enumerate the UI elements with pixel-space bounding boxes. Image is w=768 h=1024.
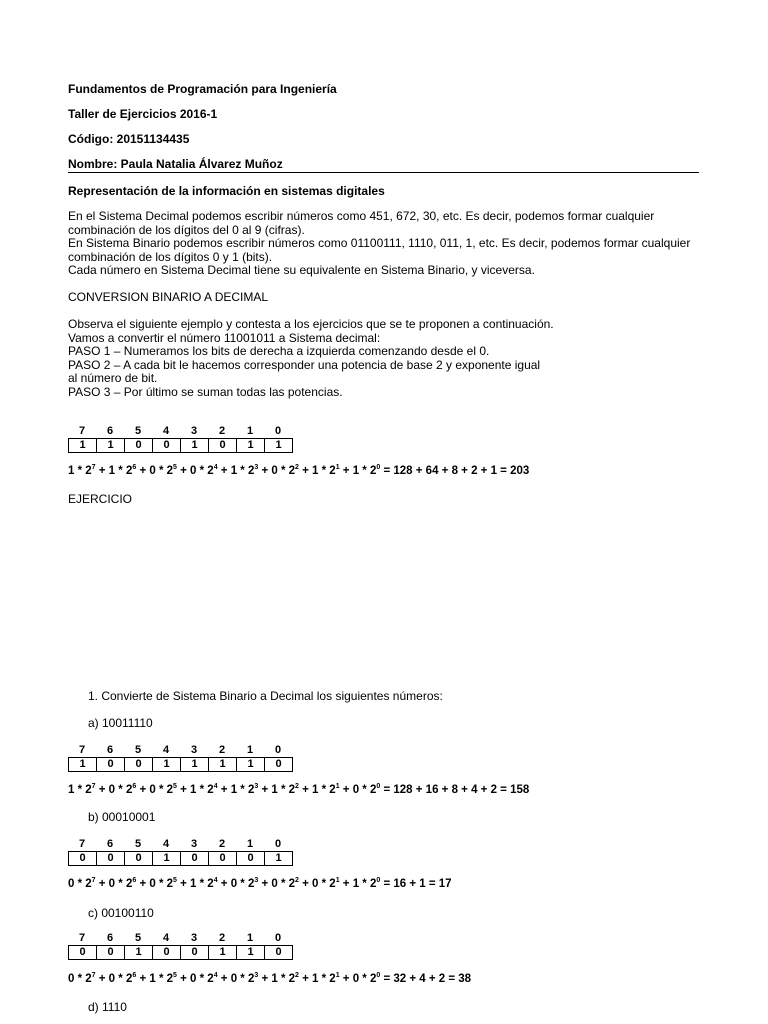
formula-term: 1 * 2 (68, 465, 92, 477)
bit-index: 1 (246, 838, 254, 850)
step-line: al número de bit. (68, 371, 158, 385)
formula-term: + 0 * 2 (217, 973, 255, 985)
formula-term: + 1 * 2 (176, 784, 214, 796)
bit-index-row (68, 744, 292, 756)
student-code: Código: 20151134435 (68, 132, 190, 146)
intro-line: combinación de los dígitos 0 y 1 (bits). (68, 249, 273, 264)
workshop-title: Taller de Ejercicios 2016-1 (68, 107, 218, 121)
bit-index: 7 (78, 744, 86, 756)
exponent: 2 (295, 464, 299, 472)
exponent: 3 (254, 464, 259, 472)
exponent: 5 (173, 972, 177, 980)
bit-index: 6 (106, 838, 114, 850)
formula-term: + 1 * 2 (136, 973, 174, 985)
formula-term: + 0 * 2 (95, 784, 133, 796)
exercise-d-label: d) 1110 (88, 1000, 127, 1014)
exponent: 1 (335, 464, 340, 472)
steps-paragraph (68, 318, 554, 399)
bit-cell: 1 (181, 439, 209, 452)
formula-term: + 1 * 2 (339, 465, 377, 477)
formula-term: + 1 * 2 (298, 784, 336, 796)
exponent: 6 (132, 972, 137, 980)
bit-index-row (68, 838, 292, 850)
exponent: 0 (376, 464, 381, 472)
formula-term: = 32 + 4 + 2 = 38 (380, 973, 472, 985)
exponent: 1 (335, 877, 340, 885)
exponent: 4 (213, 783, 218, 791)
bit-index: 5 (134, 744, 142, 756)
section-title: Representación de la información en sistemas digitales (68, 184, 385, 198)
formula-term: + 0 * 2 (136, 878, 174, 890)
formula-term: + 1 * 2 (258, 973, 296, 985)
course-title: Fundamentos de Programación para Ingeniería (68, 82, 337, 96)
bit-cell: 0 (97, 852, 125, 865)
bit-index: 4 (162, 425, 170, 437)
formula-term: + 1 * 2 (176, 878, 214, 890)
bit-cell: 0 (153, 946, 181, 959)
exercise-a-bit-table (68, 757, 293, 772)
exponent: 1 (335, 972, 340, 980)
question-1: 1. Convierte de Sistema Binario a Decimal los siguientes números: (88, 689, 443, 703)
bit-index: 5 (134, 932, 142, 944)
intro-line: En Sistema Binario podemos escribir números como 01100111, 1110, 011, 1, etc. Es decir, podemos formar cualquier (68, 236, 691, 250)
bit-cell: 1 (69, 439, 97, 452)
bit-cell: 0 (209, 852, 237, 865)
bit-cell: 0 (125, 852, 153, 865)
exponent: 5 (173, 877, 177, 885)
bit-index-row (68, 425, 292, 437)
bit-cell: 1 (237, 758, 265, 771)
step-line: PASO 1 – Numeramos los bits de derecha a izquierda comenzando desde el 0. (68, 344, 490, 358)
step-line: Vamos a convertir el número 11001011 a Sistema decimal: (68, 330, 381, 345)
formula-term: + 0 * 2 (136, 465, 174, 477)
bit-index: 4 (162, 932, 170, 944)
exponent: 4 (213, 464, 218, 472)
formula-term: + 1 * 2 (217, 784, 255, 796)
bit-cell: 0 (153, 439, 181, 452)
bit-index: 0 (274, 744, 282, 756)
exponent: 2 (295, 783, 299, 791)
exercise-label: EJERCICIO (68, 492, 133, 506)
bit-cell: 1 (209, 946, 237, 959)
exponent: 2 (295, 877, 299, 885)
bit-cell: 1 (275, 439, 282, 451)
header-divider (68, 172, 699, 173)
step-line: PASO 2 – A cada bit le hacemos corresponder una potencia de base 2 y exponente igual (68, 357, 541, 372)
conversion-title: CONVERSION BINARIO A DECIMAL (68, 290, 269, 304)
bit-index: 0 (274, 425, 282, 437)
bit-cell: 1 (69, 758, 97, 771)
bit-cell: 1 (237, 946, 265, 959)
example-formula (68, 465, 529, 477)
bit-index: 1 (246, 744, 254, 756)
formula-term: + 0 * 2 (298, 878, 336, 890)
bit-cell: 0 (97, 758, 125, 771)
exercise-a-label: a) 10011110 (88, 716, 153, 730)
bit-index: 5 (134, 425, 142, 437)
intro-line: combinación de los dígitos del 0 al 9 (cifras). (68, 222, 305, 237)
example-bit-table (68, 438, 293, 453)
intro-line: Cada número en Sistema Decimal tiene su equivalente en Sistema Binario, y viceversa. (68, 263, 535, 277)
bit-cell: 1 (275, 852, 282, 864)
exercise-a-formula (68, 784, 529, 796)
bit-index: 5 (134, 838, 142, 850)
formula-term: + 0 * 2 (176, 465, 214, 477)
step-line: Observa el siguiente ejemplo y contesta a los ejercicios que se te proponen a continuación. (68, 317, 554, 331)
bit-index-row (68, 932, 292, 944)
bit-cell: 0 (125, 758, 153, 771)
exercise-c-label: c) 00100110 (88, 906, 154, 920)
intro-line: En el Sistema Decimal podemos escribir números como 451, 672, 30, etc. Es decir, podemos formar cualquier (68, 209, 655, 223)
exponent: 6 (132, 783, 137, 791)
formula-term: + 1 * 2 (95, 465, 133, 477)
bit-cell: 0 (275, 946, 282, 958)
bit-index: 6 (106, 932, 114, 944)
formula-term: + 0 * 2 (258, 465, 296, 477)
exponent: 0 (376, 783, 381, 791)
formula-term: = 128 + 16 + 8 + 4 + 2 = 158 (380, 784, 530, 796)
bit-index: 2 (218, 932, 226, 944)
formula-term: + 0 * 2 (95, 878, 133, 890)
exponent: 5 (173, 464, 177, 472)
exponent: 7 (91, 877, 96, 885)
bit-cell: 0 (125, 439, 153, 452)
bit-index: 1 (246, 932, 254, 944)
bit-index: 6 (106, 425, 114, 437)
bit-cell: 0 (97, 946, 125, 959)
bit-index: 4 (162, 744, 170, 756)
bit-cell: 0 (69, 946, 97, 959)
bit-cell: 1 (181, 758, 209, 771)
exponent: 7 (91, 972, 96, 980)
exercise-c-bit-table (68, 945, 293, 960)
formula-term: + 0 * 2 (258, 878, 296, 890)
exponent: 2 (295, 972, 299, 980)
formula-term: + 1 * 2 (339, 878, 377, 890)
formula-term: + 1 * 2 (298, 465, 336, 477)
formula-term: + 1 * 2 (217, 465, 255, 477)
formula-term: + 0 * 2 (176, 973, 214, 985)
formula-term: = 16 + 1 = 17 (380, 878, 452, 890)
bit-cell: 1 (153, 758, 181, 771)
formula-term: + 0 * 2 (136, 784, 174, 796)
bit-index: 3 (190, 425, 198, 437)
exponent: 4 (213, 972, 218, 980)
exponent: 6 (132, 464, 137, 472)
bit-index: 7 (78, 838, 86, 850)
exponent: 0 (376, 877, 381, 885)
formula-term: + 1 * 2 (258, 784, 296, 796)
bit-cell: 0 (181, 852, 209, 865)
formula-term: + 0 * 2 (217, 878, 255, 890)
bit-cell: 0 (275, 758, 282, 770)
exercise-b-bit-table (68, 851, 293, 866)
exponent: 1 (335, 783, 340, 791)
exponent: 7 (91, 783, 96, 791)
student-name: Nombre: Paula Natalia Álvarez Muñoz (68, 157, 283, 171)
bit-index: 3 (190, 838, 198, 850)
bit-index: 2 (218, 425, 226, 437)
formula-term: 0 * 2 (68, 973, 92, 985)
step-line: PASO 3 – Por último se suman todas las potencias. (68, 384, 343, 399)
bit-index: 1 (246, 425, 254, 437)
bit-cell: 1 (97, 439, 125, 452)
bit-index: 2 (218, 838, 226, 850)
bit-index: 3 (190, 932, 198, 944)
formula-term: + 1 * 2 (298, 973, 336, 985)
bit-index: 7 (78, 425, 86, 437)
formula-term: + 0 * 2 (339, 784, 377, 796)
formula-term: 1 * 2 (68, 784, 92, 796)
bit-index: 6 (106, 744, 114, 756)
exponent: 0 (376, 972, 381, 980)
exponent: 6 (132, 877, 137, 885)
bit-cell: 1 (153, 852, 181, 865)
bit-cell: 0 (209, 439, 237, 452)
bit-index: 4 (162, 838, 170, 850)
bit-cell: 0 (237, 852, 265, 865)
bit-index: 7 (78, 932, 86, 944)
exponent: 7 (91, 464, 96, 472)
formula-term: 0 * 2 (68, 878, 92, 890)
bit-cell: 1 (209, 758, 237, 771)
formula-term: + 0 * 2 (95, 973, 133, 985)
exponent: 5 (173, 783, 177, 791)
exponent: 3 (254, 877, 259, 885)
exercise-c-formula (68, 973, 471, 985)
exercise-b-formula (68, 878, 452, 890)
formula-term: = 128 + 64 + 8 + 2 + 1 = 203 (380, 465, 530, 477)
exponent: 3 (254, 783, 259, 791)
bit-index: 0 (274, 932, 282, 944)
bit-cell: 0 (181, 946, 209, 959)
bit-cell: 1 (237, 439, 265, 452)
bit-index: 0 (274, 838, 282, 850)
bit-cell: 1 (125, 946, 153, 959)
intro-paragraph (68, 210, 690, 278)
bit-cell: 0 (69, 852, 97, 865)
bit-index: 3 (190, 744, 198, 756)
exercise-b-label: b) 00010001 (88, 810, 156, 824)
exponent: 3 (254, 972, 259, 980)
formula-term: + 0 * 2 (339, 973, 377, 985)
bit-index: 2 (218, 744, 226, 756)
exponent: 4 (213, 877, 218, 885)
